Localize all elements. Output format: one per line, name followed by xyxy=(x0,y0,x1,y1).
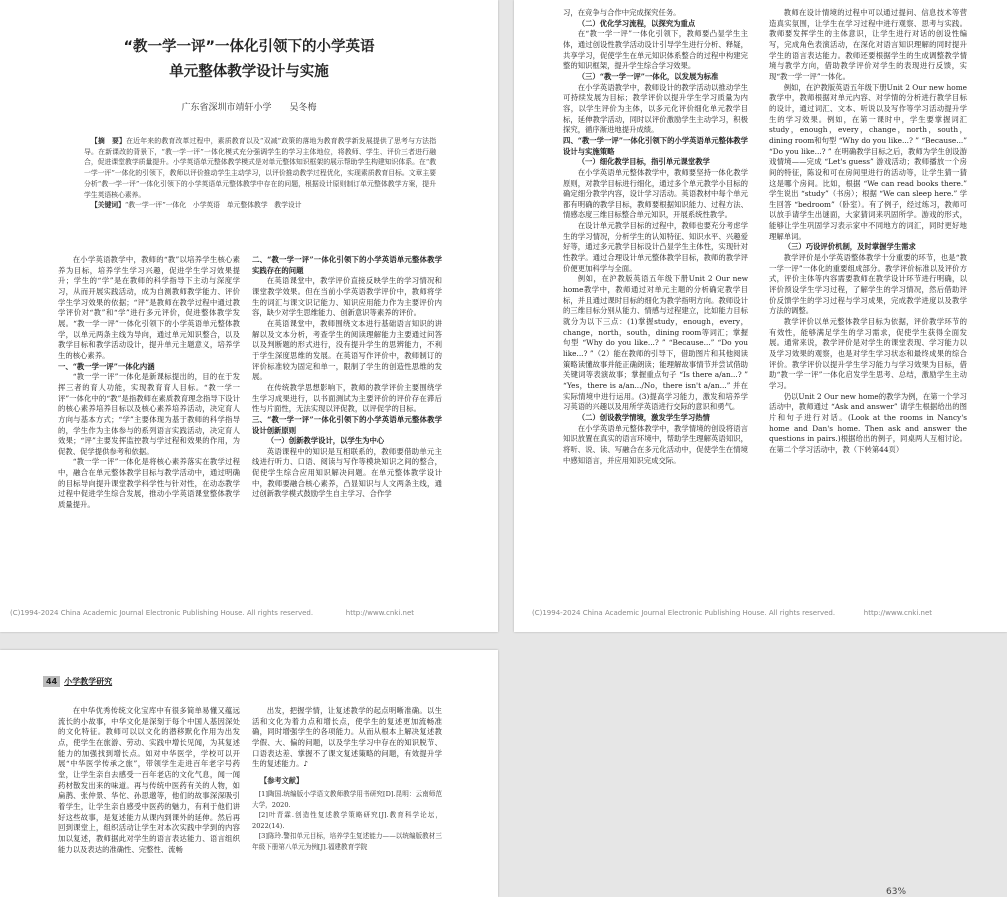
keywords-text: “教一学一评”一体化 小学英语 单元整体教学 教学设计 xyxy=(124,201,302,210)
cnki-url: http://www.cnki.net xyxy=(863,609,932,617)
references xyxy=(252,776,442,853)
section-heading: 一、“教一学一评”一体化内涵 xyxy=(58,361,155,371)
page1-right-column xyxy=(252,255,442,585)
paragraph: 教学评价以单元整体教学目标为依据，评价教学环节的有效性，能够满足学生的学习需求，促使学生获得全面发展。通常来说，教学评价是对学生的课堂表现、学习能力以及学习效果的观察，也是对学生学习状态和最终成果的综合评价。教学评价以提升学生学习能力与学习效果为目标，借助“教一学一评”一体化启发学生思考、总结，激励学生主动学习。 xyxy=(769,317,967,390)
paragraph: 例如，在沪教版英语五年级下册Unit 2 Our new home教学中，教师通过对单元主题的分析确定教学目标，并且通过课时目标的细化为教学指明方向。教师设计的三维目标分别从能力、情感与过程建立，比如能力目标就分为以下三点：(1)掌握study，enough，every，change，north，south，dining room等词汇；掌握句型 “Why do you like...? ” “Because...” “Do you like...? ”（2）能在教师的引导下，借助图片和其他阅读策略读懂故事并能正确朗读；能理解故事情节并尝试借助关键词等表演故事；掌握重点句子 “Is there a/an...? ” “Yes，there is a/an.../No，there isn't a/an...” 并在实际情境中进行运用。(3)提高学习能力，激发和培养学习英语的兴趣以及用所学英语进行交际的意识和勇气。 xyxy=(563,274,748,412)
section-heading: （三）巧设评价机制，及时掌握学生需求 xyxy=(783,242,916,252)
paragraph: 在设计单元教学目标的过程中，教师也要充分考虑学生的学习情况，分析学生的认知特征、知识水平、兴趣爱好等，通过多元教学目标设计凸显学生主体性，实现针对性教学。通过合理设计单元整体教学目标，教师的教学评价便更加科学与全面。 xyxy=(563,221,748,273)
section-heading: 四、“教一学一评”一体化引领下的小学英语单元整体教学设计与实施策略 xyxy=(563,135,748,156)
document-page-2 xyxy=(514,0,1007,632)
paragraph: 教师在设计情境的过程中可以通过提问、信息技术等营造真实氛围，让学生在学习过程中进行观察、思考与实践。教师要发挥学生的主体意识，让学生进行对话的创设性编写，完成角色表演活动，在深化对语言知识理解的同时提升学生的语言表达能力。教师还要根据学生的生成调整教学情境与教学方向，借助教学评价对学生的表现进行反馈，实现“教一学一评”一体化。 xyxy=(769,8,967,81)
article-author: 广东省深圳市靖轩小学 吴冬梅 xyxy=(181,103,317,113)
document-page-3 xyxy=(0,650,498,897)
paragraph: 仍以Unit 2 Our new home的教学为例，在第一个学习活动中，教师通过 “Ask and answer” 请学生根据给出的图片和句子进行对话。(Look at the rooms in Nancy's home and Dan's home. Then ask and answer the questions in pairs.)根据给出的例子，同桌两人互相讨论。在第二个学习活动中，教（下转第44页） xyxy=(769,391,967,454)
article-title-line2: 单元整体教学设计与实施 xyxy=(169,64,329,80)
section-heading: 二、“教一学一评”一体化引领下的小学英语单元整体教学实践存在的问题 xyxy=(252,255,442,275)
running-header xyxy=(43,676,112,687)
paragraph: 在小学英语单元整体教学中，教学情境的创设将语言知识放置在真实的语言环境中，帮助学生理解英语知识，将听、说、读、写融合在多元化活动中，促使学生在情境中感知语言，并应用知识完成交际。 xyxy=(563,423,748,465)
paragraph: 在“教一学一评”一体化引领下，教师要凸显学生主体，通过创设性教学活动设计引导学生进行分析、释疑，共享学习，促使学生在单元知识体系整合的过程中构建完整的知识框架，提升学生综合学习效果。 xyxy=(563,29,748,71)
paragraph: 在传统教学思想影响下，教师的教学评价主要围绕学生学习成果进行，以书面测试为主要评价的评价存在滞后性与片面性，无法实现以评促教，以评促学的目标。 xyxy=(252,382,442,414)
paragraph: 例如，在沪教版英语五年级下册Unit 2 Our new home教学中，教师根据对单元内容、对学情的分析进行教学目标的设计，通过词汇、文本、听说以及写作等学习活动提升学生的学习效果。例如，在第一课时中，学生要掌握词汇study，enough，every，change，north，south，dining room和句型 “Why do you like...? ” “Because...” “Do you like...? ” 在明确教学目标之后，教师为学生创设游戏情境——完成 “Let's guess” 游戏活动；教师播放一个房间的特征，陈设和可在房间里进行的活动等，让学生猜一猜这是哪个房间。比如，根据 “We can read books there.” 学生说出 “study”（书房）；根据 “We can sleep here.” 学生回答 “bedroom”（卧室）。有了例子，经过练习，教师可以放手请学生出谜面，大家猜词来巩固所学。游戏的形式，能够让学生巩固学习表示家中不同地方的词汇，同时更好地理解单词。 xyxy=(769,82,967,241)
reference-item: [1]陶国.统编版小学语文教师教学用书研究[D].昆明：云南师范大学，2020. xyxy=(252,790,442,809)
section-heading: 三、“教一学一评”一体化引领下的小学英语单元整体教学设计创新原则 xyxy=(252,414,442,435)
paragraph: 出发，把握学情，让复述教学的起点明晰准确。以生活和文化为着力点和增长点，使学生的复述更加流畅准确，同时增强学生的各项能力。从而从根本上解决复述教学假、大、偏的问题，以及学生学习中存在的知识脱节、口语表达差、掌握不了课文复述策略的问题，有效提升学生的复述能力。♪ xyxy=(252,706,442,769)
paragraph: “教一学一评”一体化是新课标提出的，目的在于发挥三者的育人功能，实现教育育人目标。“教一学一评”一体化中的“教”是指教师在素质教育理念指导下设计的核心素养培养目标以及核心素养培养活动，决定育人方向与基本方式；“学”主要体现为基于教师的科学指导的，学生作为主体参与的系列语言实践活动，决定育人效果；“评”主要发挥监控教与学过程和效果的作用，为促教、促学提供参考和依据。 xyxy=(58,372,240,456)
copyright-text: (C)1994-2024 China Academic Journal Electronic Publishing House. All rights reserved. xyxy=(532,609,836,617)
section-heading: （二）创设教学情境，激发学生学习热情 xyxy=(577,412,710,422)
page3-right-column xyxy=(252,706,442,891)
page-number: 44 xyxy=(43,676,60,687)
section-heading: （二）优化学习流程，以探究为重点 xyxy=(577,18,696,28)
section-heading: （一）细化教学目标，指引单元课堂教学 xyxy=(577,157,710,167)
paragraph: 在中华优秀传统文化宝库中有很多简单易懂又蕴远流长的小故事，中华文化是深刻于每个中国人基因深处的文化特征。教师可以以文化的潜移默化作用为出发点，使学生在旅游、劳动、实践中增长见闻，为其复述能力的加强找到增长点。如对中华医学，学校可以开展“中华医学传承之旅”，带领学生走进百年老字号药堂，让学生亲自去感受一百年老店的文化气息，闻一闻药材散发出来的味道。再与传统中医药有关的人物，如扁鹊、张仲景、华佗、孙思邈等，他们的故事深深吸引着学生，让学生亲自感受中医药的魅力，有利于他们讲好这些故事，是复述能力从课内到课外的延伸。然后再回到课堂上，组织活动让学生对本次实践中学到的内容加以复述，教师据此对学生的语言表达能力、语言组织能力以及表达的准确性、完整性、流畅 xyxy=(58,706,240,854)
article-title-line1: “教一学一评”一体化引领下的小学英语 xyxy=(123,39,375,55)
page2-footer xyxy=(532,609,932,617)
page1-footer xyxy=(10,609,414,617)
zoom-level: 63% xyxy=(886,887,907,897)
paragraph: 教学评价是小学英语整体教学十分重要的环节，也是“教一学一评”一体化的重要组成部分。教学评价标准以及评价方式，评价主体等内容需要教师在教学设计环节进行明确，以评价预设学生学习过程，了解学生的学习情况，然后借助评价反馈学生的学习过程与学习成果，完成教学进度以及教学方法的调整。 xyxy=(769,253,967,316)
section-heading: （三）“教一学一评”一体化，以发展为标准 xyxy=(577,71,719,81)
paragraph: “教一学一评”一体化是将核心素养落实在教学过程中，融合在单元整体教学目标与教学活动中，通过明确的目标导向提升课堂教学科学性与针对性，在动态教学过程中促进学生综合发展，推动小学英语课堂整体教学质量提升。 xyxy=(58,457,240,510)
reference-item: [2]叶青霖.创造性复述教学策略研究[J].教育科学论坛，2022(14). xyxy=(252,811,442,830)
paragraph: 在小学英语单元整体教学中，教师要坚持一体化教学原则，对教学目标进行细化，通过多个单元教学小目标的确定细分教学内容，设计学习活动。英语教材中每个单元都有明确的教学目标，教师要根据知识能力、过程方法、情感态度三维目标整合单元知识，开展系统性教学。 xyxy=(563,167,748,220)
keywords xyxy=(84,200,436,211)
page2-left-column xyxy=(563,8,748,583)
abstract-block xyxy=(84,136,436,211)
page2-right-column xyxy=(769,8,967,583)
paragraph: 在小学英语教学中，教师设计的教学活动以推动学生可持续发展为目标；教学评价以提升学生学习质量为内容，以学生评价为主体，以多元化评价细化单元教学目标，延伸教学活动，同时以评价激励学生主动学习，积极探究，循序渐进地提升成绩。 xyxy=(563,82,748,135)
abstract-label: 【摘 要】 xyxy=(90,137,127,145)
cnki-url: http://www.cnki.net xyxy=(345,609,414,617)
page1-left-column xyxy=(58,255,240,595)
document-page-1 xyxy=(0,0,498,632)
page3-left-column xyxy=(58,706,240,891)
references-heading: 【参考文献】 xyxy=(260,775,304,785)
abstract-text: 在近年来的教育改革过程中，素质教育以及“双减”政策的落地为教育教学新发展提供了思考与方法指导。在新课改的背景下，“教一学一评”一体化模式充分强调学生的学习主体地位，将教师、学生、评价三者进行融合，促进课堂教学质量提升。小学英语单元整体教学模式是对单元整体知识框架的展示帮助学生构建知识体系。在“教一学一评”一体化的引领下，教师以评价推动学生主动学习，以评价推动教学过程优化，实现素质教育目标。文章主要分析“教一学一评”一体化引领下的小学英语单元整体教学中存在的问题，根据设计原则制订单元整体教学方案，提升学生英语核心素养。 xyxy=(84,137,437,199)
paragraph: 习，在竞争与合作中完成探究任务。 xyxy=(563,8,681,17)
copyright-text: (C)1994-2024 China Academic Journal Electronic Publishing House. All rights reserved. xyxy=(10,609,314,617)
paragraph: 英语课程中的知识是互相联系的，教师要借助单元主线进行听力、口语、阅读与写作等模块知识之间的整合，促使学生综合应用知识解决问题。在单元整体教学设计中，教师要融合核心素养，凸显知识与人文两条主线，通过创新教学模式鼓励学生自主学习、合作学 xyxy=(252,446,442,499)
reference-item: [3]陈玲.警扣单元目标，培养学生复述能力——以统编版教材三年级下册第八单元为例[J].福建教育学院 xyxy=(252,832,442,851)
paragraph: 在英语课堂中，教师围绕文本进行基础语言知识的讲解以及文本分析，考查学生的阅读理解能力主要通过问答以及判断题的形式进行，没有提升学生的思辨能力，不利于学生深度思维的发展。在英语写作评价中，教师制订的评价标准较为固定和单一，限制了学生的创造性思维的发展。 xyxy=(252,318,442,382)
zoom-control[interactable] xyxy=(886,887,912,897)
abstract xyxy=(84,136,436,200)
paragraph: 在小学英语教学中，教师的“教”以培养学生核心素养为目标，培养学生学习兴趣，促进学生学习效果提升；学生的“学”是在教师的科学指导下主动与深度学习，从而开展实践活动，成为自测教师教学能力、评价学生学习效果的依据；“评”是教师在教学过程中通过教学评价对“教”和“学”进行多元评价，促进整体教学发展。“教一学一评”一体化引领下的小学英语单元整体教学，以单元两条主线为导向，通过单元知识整合，以及教学目标和教学活动设计，提升单元主题意义，培养学生的核心素养。 xyxy=(58,255,240,360)
section-heading: （一）创新教学设计，以学生为中心 xyxy=(266,436,385,446)
journal-name: 小学教学研究 xyxy=(64,677,113,686)
keywords-label: 【关键词】 xyxy=(90,201,125,210)
paragraph: 在英语课堂中，教学评价直接反映学生的学习情况和课堂教学效果。但在当前小学英语教学评价中，教师将学生的词汇与课文识记能力、知识应用能力作为主要评价内容，缺少对学生思维能力、创新意识等素养的评价。 xyxy=(252,276,442,318)
